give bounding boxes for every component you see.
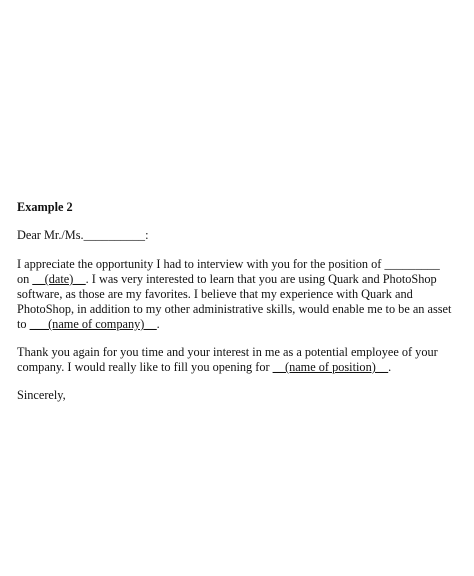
closing: Sincerely, [17, 388, 66, 402]
date-blank: __(date)__ [32, 272, 86, 286]
paragraph2-line2 [17, 360, 391, 376]
paragraph1-line2 [17, 272, 437, 288]
company-name-blank: ___(name of company)__ [29, 317, 157, 331]
paragraph2-line1: Thank you again for you time and your interest in me as a potential employee of your [17, 345, 438, 359]
paragraph1-line5-prefix: to [17, 317, 30, 331]
paragraph2-line2-suffix: . [388, 360, 392, 374]
paragraph1-line1: I appreciate the opportunity I had to interview with you for the position of _________ [17, 257, 440, 271]
paragraph1-line5 [17, 317, 160, 333]
paragraph2-line2-prefix: company. I would really like to fill you opening for [17, 360, 273, 374]
example-heading: Example 2 [17, 200, 73, 214]
paragraph1-line2-prefix: on [17, 272, 33, 286]
paragraph1-line3: software, as those are my favorites. I believe that my experience with Quark and [17, 287, 413, 301]
paragraph1-line2-suffix: . I was very interested to learn that you are using Quark and PhotoShop [85, 272, 437, 286]
salutation: Dear Mr./Ms.__________: [17, 228, 149, 242]
paragraph1-line4: PhotoShop, in addition to my other administrative skills, would enable me to be an asset [17, 302, 452, 316]
paragraph1-line5-suffix: . [156, 317, 160, 331]
position-name-blank: __(name of position)__ [272, 360, 389, 374]
